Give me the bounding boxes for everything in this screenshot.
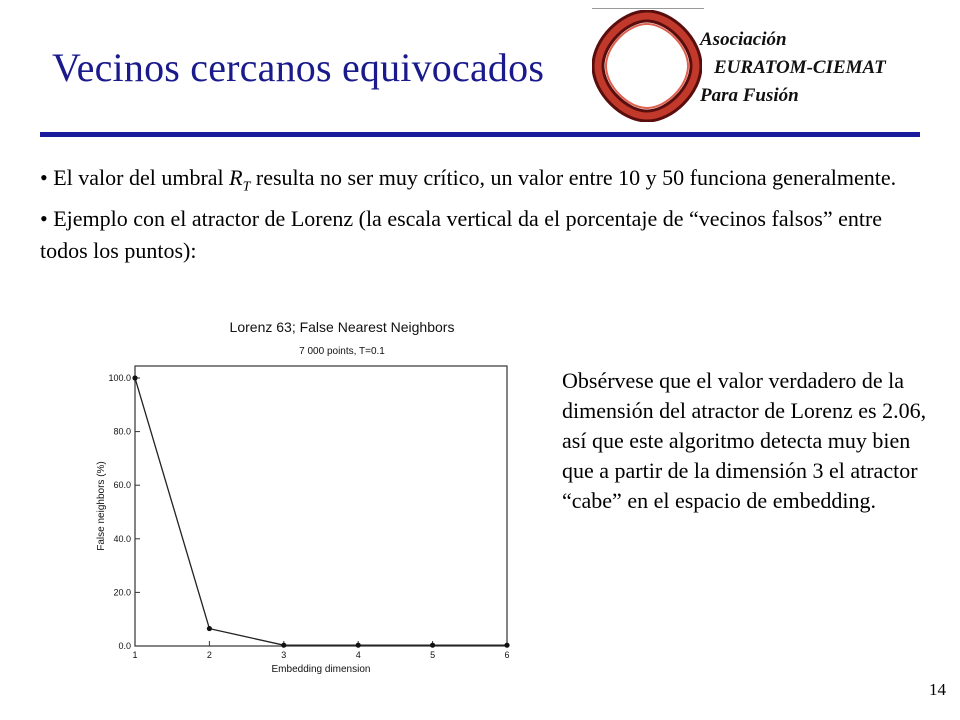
euratom-ciemat-logo-icon [592, 10, 702, 122]
bullet-1: • El valor del umbral $R_T$ resulta no ser muy crítico, un valor entre 10 y 50 funciona generalmente. [40, 165, 897, 195]
y-tick-label: 60.0 [113, 480, 131, 491]
bullet-1-after: resulta no ser muy crítico, un valor entre 10 y 50 funciona generalmente. [250, 165, 897, 190]
title-divider [40, 132, 920, 137]
org-line-3: Para Fusión [700, 85, 799, 106]
bullet-2-text: Ejemplo con el atractor de Lorenz (la escala vertical da el porcentaje de “vecinos falsos” entre todos los puntos): [40, 206, 883, 264]
data-point [132, 375, 137, 380]
data-point [504, 643, 509, 648]
data-point [356, 643, 361, 648]
y-tick-label: 100.0 [108, 373, 131, 383]
explanation-note: Obsérvese que el valor verdadero de la dimensión del atractor de Lorenz es 2.06, así que este algoritmo detecta muy bien que a partir de la dimensión 3 el atractor “cabe” en el espacio de embedding. [562, 368, 927, 513]
x-tick-label: 6 [504, 650, 510, 660]
x-tick-label: 2 [206, 650, 212, 660]
x-tick-label: 5 [430, 650, 436, 660]
y-axis-label: False neighbors (%) [96, 461, 107, 551]
series-line [135, 378, 507, 645]
x-axis-label: Embedding dimension [271, 664, 371, 675]
y-tick-label: 80.0 [113, 426, 131, 437]
chart-title: Lorenz 63; False Nearest Neighbors [229, 319, 455, 335]
bullet-1-before: El valor del umbral [53, 165, 230, 190]
chart-subtitle: 7 000 points, T=0.1 [299, 346, 385, 357]
y-tick-label: 40.0 [113, 533, 131, 544]
plot-frame [135, 366, 507, 646]
logo-divider [592, 8, 704, 9]
data-point [207, 626, 212, 631]
org-line-1: Asociación [700, 29, 787, 50]
bullet-2: • Ejemplo con el atractor de Lorenz (la escala vertical da el porcentaje de “vecinos falsos” entre todos los puntos): [40, 206, 883, 264]
fnn-chart [92, 312, 532, 682]
x-tick-label: 1 [132, 650, 138, 660]
y-tick-label: 20.0 [113, 587, 131, 598]
threshold-variable: $R_T$ [229, 165, 251, 195]
slide-title: Vecinos cercanos equivocados [52, 45, 545, 90]
y-tick-label: 0.0 [118, 641, 131, 651]
page-number: 14 [929, 680, 946, 699]
x-tick-label: 4 [355, 650, 361, 660]
data-point [430, 643, 435, 648]
bullet-list [40, 162, 930, 267]
org-line-2: EURATOM-CIEMAT [714, 57, 886, 78]
x-tick-label: 3 [281, 650, 287, 660]
organization-name [700, 26, 886, 110]
data-point [281, 643, 286, 648]
